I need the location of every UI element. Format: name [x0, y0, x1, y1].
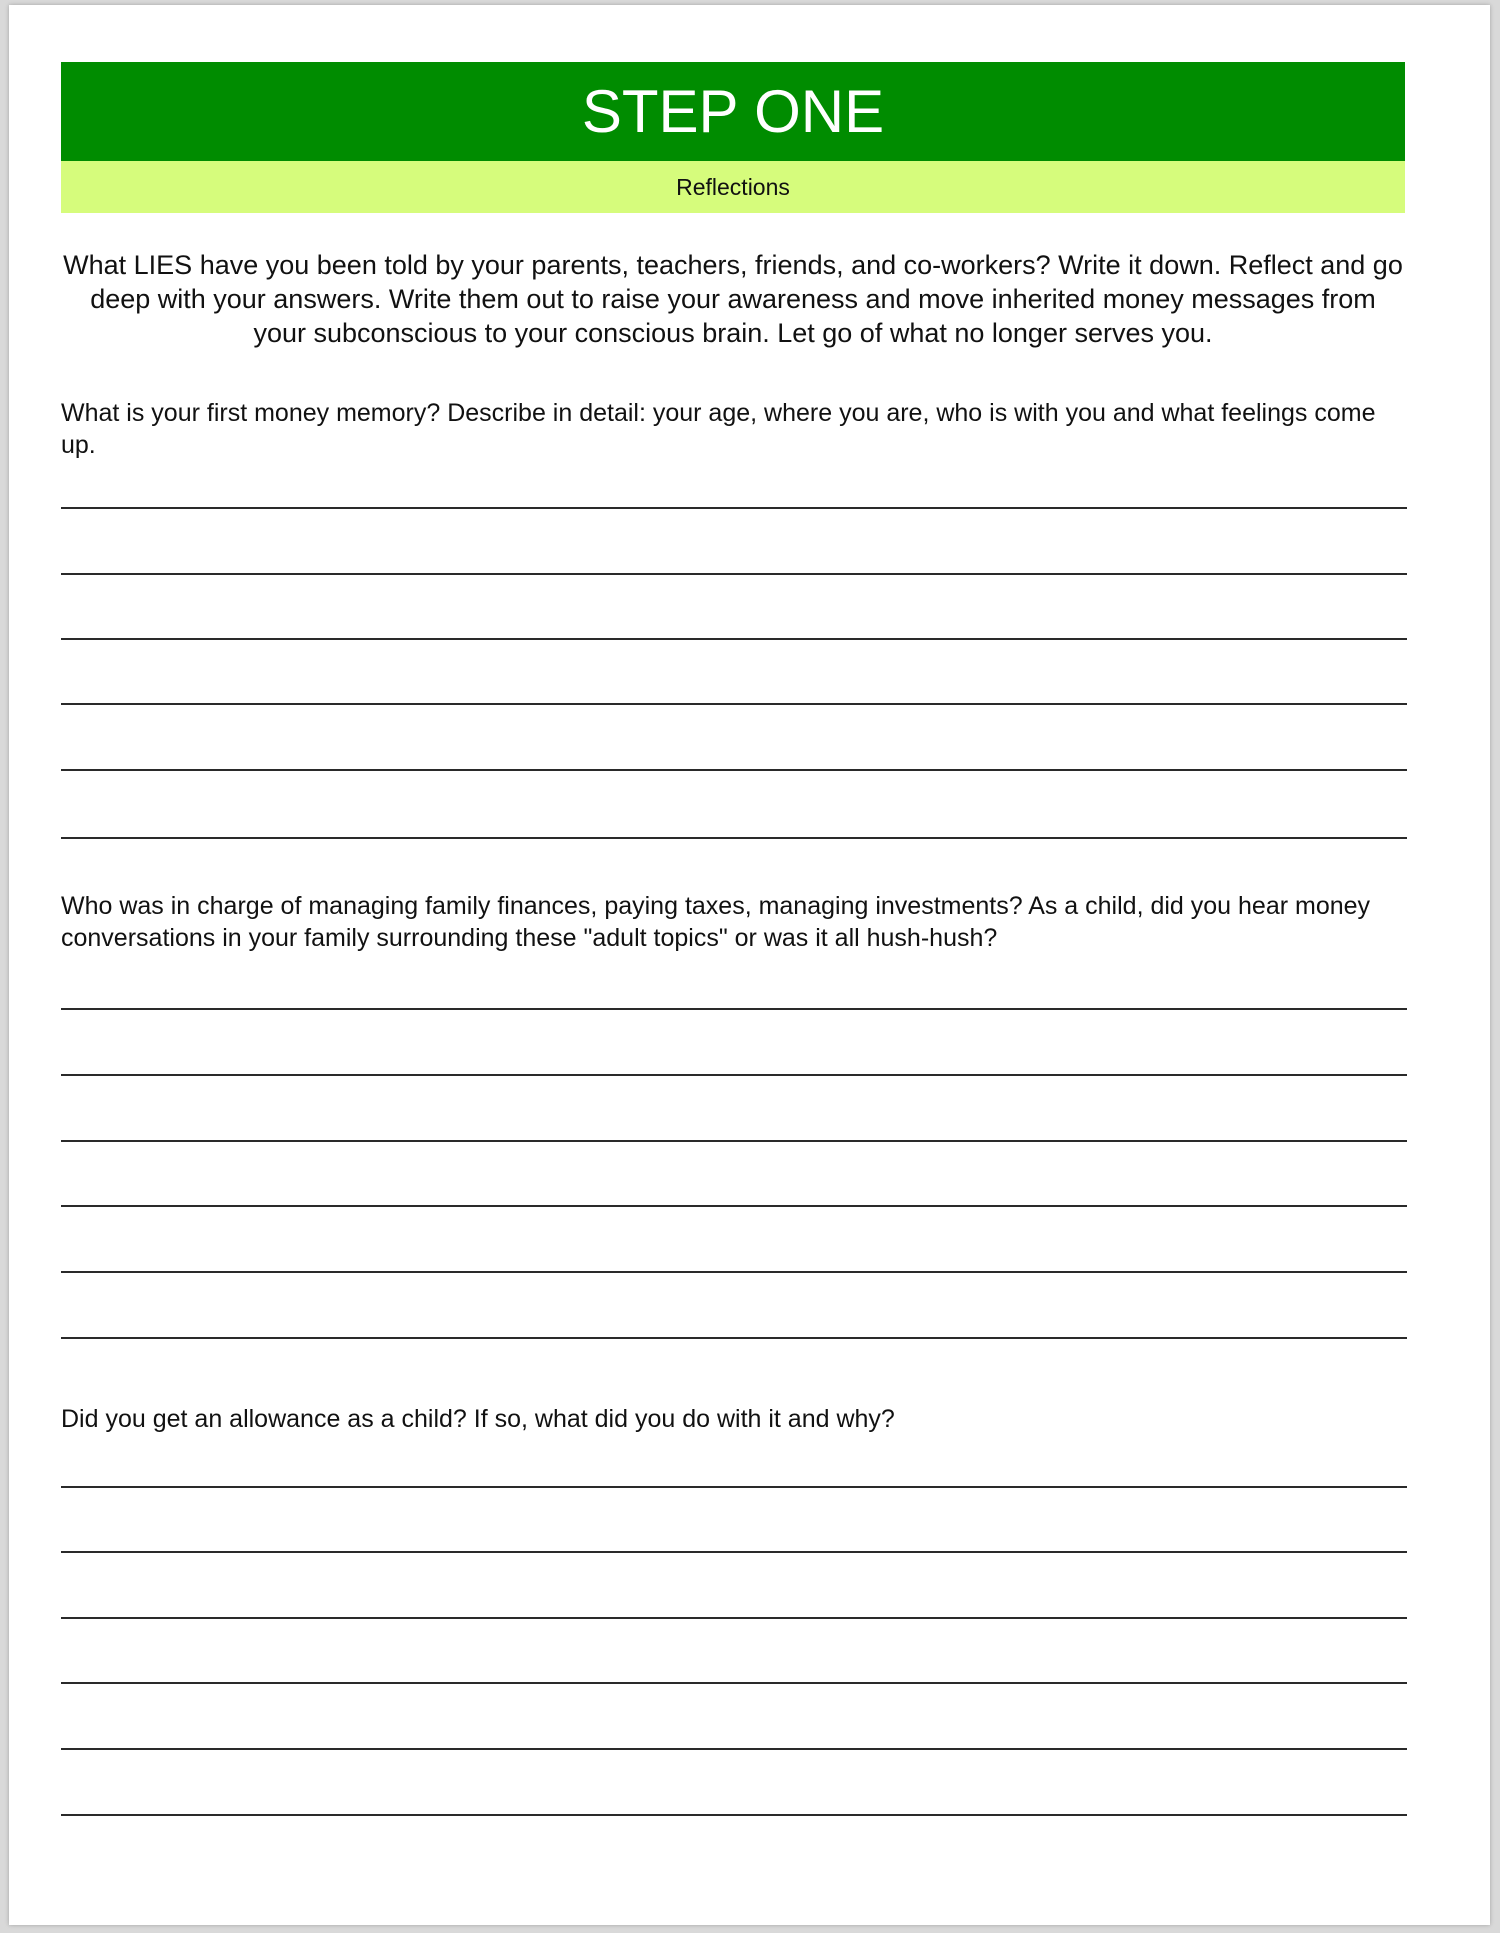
page-subtitle: Reflections: [61, 161, 1405, 213]
question-1: What is your first money memory? Describe in detail: your age, where you are, who is with you and what feelings come up.: [61, 399, 1376, 459]
answer-line[interactable]: [61, 1074, 1407, 1076]
answer-line[interactable]: [61, 1205, 1407, 1207]
question-2: Who was in charge of managing family finances, paying taxes, managing investments? As a child, did you hear money conversations in your family surrounding these "adult topics" or was it all hush-hush?: [61, 892, 1371, 952]
answer-line[interactable]: [61, 837, 1407, 839]
answer-line[interactable]: [61, 573, 1407, 575]
answer-line[interactable]: [61, 507, 1407, 509]
question-3: Did you get an allowance as a child? If so, what did you do with it and why?: [61, 1405, 895, 1433]
intro-paragraph: What LIES have you been told by your parents, teachers, friends, and co-workers? Write it down. Reflect and go deep with your answers. Write them out to raise your awareness and move inherited money messages from your subconscious to your conscious brain. Let go of what no longer serves you.: [63, 250, 1403, 348]
answer-line[interactable]: [61, 1337, 1407, 1339]
answer-line[interactable]: [61, 1140, 1407, 1142]
answer-line[interactable]: [61, 1486, 1407, 1488]
answer-line[interactable]: [61, 769, 1407, 771]
answer-line[interactable]: [61, 1551, 1407, 1553]
answer-line[interactable]: [61, 638, 1407, 640]
answer-line[interactable]: [61, 1008, 1407, 1010]
answer-line[interactable]: [61, 1617, 1407, 1619]
answer-line[interactable]: [61, 1271, 1407, 1273]
worksheet-page: [9, 5, 1490, 1925]
answer-line[interactable]: [61, 1748, 1407, 1750]
answer-line[interactable]: [61, 1682, 1407, 1684]
answer-line[interactable]: [61, 703, 1407, 705]
page-title: STEP ONE: [61, 62, 1405, 161]
answer-line[interactable]: [61, 1814, 1407, 1816]
